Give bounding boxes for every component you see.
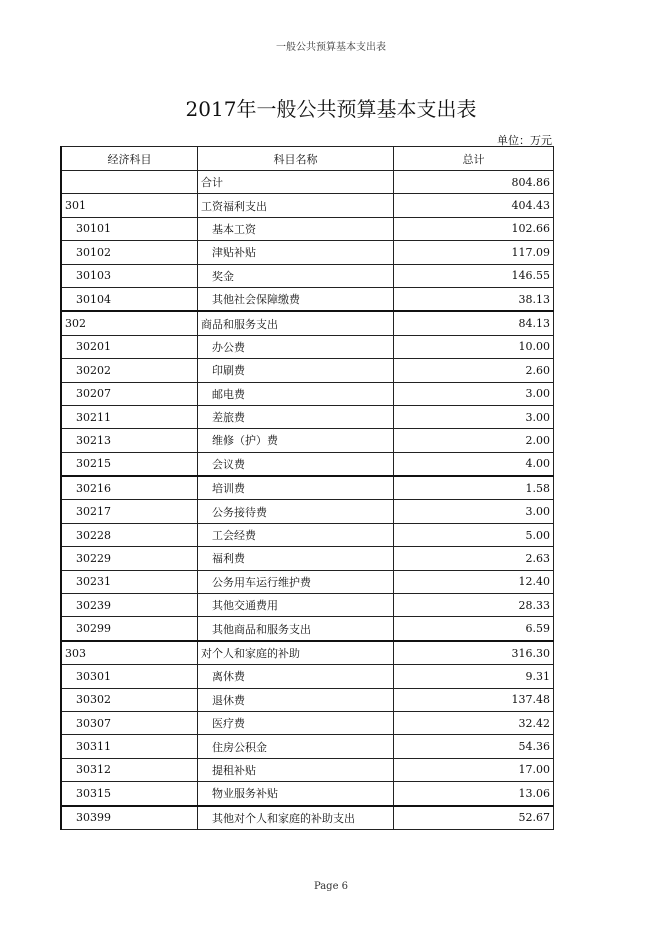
row-name: 住房公积金 xyxy=(198,735,394,758)
row-total: 1.58 xyxy=(394,476,554,500)
row-code: 30103 xyxy=(61,264,198,287)
row-total: 2.60 xyxy=(394,359,554,382)
table-row xyxy=(61,594,554,617)
row-name: 津贴补贴 xyxy=(198,241,394,264)
unit-label: 单位：万元 xyxy=(497,134,552,147)
table-row xyxy=(61,194,554,217)
column-header-code: 经济科目 xyxy=(61,147,198,171)
row-code: 30307 xyxy=(61,711,198,734)
row-name: 其他交通费用 xyxy=(198,594,394,617)
row-total: 6.59 xyxy=(394,617,554,641)
budget-table xyxy=(60,146,554,830)
table-row xyxy=(61,217,554,240)
table-header-row xyxy=(61,147,554,171)
row-name: 会议费 xyxy=(198,452,394,476)
row-code: 30299 xyxy=(61,617,198,641)
row-name: 其他商品和服务支出 xyxy=(198,617,394,641)
row-name: 对个人和家庭的补助 xyxy=(198,641,394,665)
row-code: 30231 xyxy=(61,570,198,593)
row-code: 30207 xyxy=(61,382,198,405)
row-name: 印刷费 xyxy=(198,359,394,382)
column-header-name: 科目名称 xyxy=(198,147,394,171)
row-code: 30312 xyxy=(61,758,198,781)
row-code: 30202 xyxy=(61,359,198,382)
row-total: 52.67 xyxy=(394,806,554,830)
table-row xyxy=(61,311,554,335)
table-row xyxy=(61,241,554,264)
table-row xyxy=(61,617,554,641)
row-total: 404.43 xyxy=(394,194,554,217)
row-total: 13.06 xyxy=(394,782,554,806)
row-code: 30239 xyxy=(61,594,198,617)
row-name: 培训费 xyxy=(198,476,394,500)
row-total: 137.48 xyxy=(394,688,554,711)
row-total: 9.31 xyxy=(394,665,554,688)
table-row xyxy=(61,171,554,194)
row-name: 商品和服务支出 xyxy=(198,311,394,335)
row-name: 其他社会保障缴费 xyxy=(198,287,394,311)
row-total: 5.00 xyxy=(394,523,554,546)
row-code: 30315 xyxy=(61,782,198,806)
table-row xyxy=(61,429,554,452)
table-row xyxy=(61,570,554,593)
row-total: 2.63 xyxy=(394,547,554,570)
row-total: 3.00 xyxy=(394,382,554,405)
row-total: 804.86 xyxy=(394,171,554,194)
row-name: 公务接待费 xyxy=(198,500,394,523)
row-code: 30399 xyxy=(61,806,198,830)
table-row xyxy=(61,476,554,500)
row-total: 54.36 xyxy=(394,735,554,758)
table-row xyxy=(61,287,554,311)
row-code: 30213 xyxy=(61,429,198,452)
table-row xyxy=(61,405,554,428)
page-number: Page 6 xyxy=(313,881,349,892)
row-name: 基本工资 xyxy=(198,217,394,240)
column-header-total: 总计 xyxy=(394,147,554,171)
table-row xyxy=(61,359,554,382)
row-total: 316.30 xyxy=(394,641,554,665)
row-code: 30215 xyxy=(61,452,198,476)
table-row xyxy=(61,523,554,546)
row-name: 退休费 xyxy=(198,688,394,711)
row-code: 30101 xyxy=(61,217,198,240)
table-row xyxy=(61,665,554,688)
table-row xyxy=(61,806,554,830)
row-name: 离休费 xyxy=(198,665,394,688)
table-row xyxy=(61,547,554,570)
row-total: 38.13 xyxy=(394,287,554,311)
row-name: 福利费 xyxy=(198,547,394,570)
row-total: 102.66 xyxy=(394,217,554,240)
row-code: 30301 xyxy=(61,665,198,688)
row-name: 差旅费 xyxy=(198,405,394,428)
table-row xyxy=(61,335,554,358)
row-name: 工会经费 xyxy=(198,523,394,546)
page-title: 2017年一般公共预算基本支出表 xyxy=(185,97,477,121)
table-row xyxy=(61,452,554,476)
row-code: 301 xyxy=(61,194,198,217)
table-row xyxy=(61,382,554,405)
row-code: 30228 xyxy=(61,523,198,546)
row-code: 30102 xyxy=(61,241,198,264)
row-code: 30201 xyxy=(61,335,198,358)
row-code: 30216 xyxy=(61,476,198,500)
row-total: 2.00 xyxy=(394,429,554,452)
row-name: 奖金 xyxy=(198,264,394,287)
page-header: 一般公共预算基本支出表 xyxy=(276,42,386,53)
row-code: 30311 xyxy=(61,735,198,758)
row-code: 303 xyxy=(61,641,198,665)
row-code: 302 xyxy=(61,311,198,335)
row-total: 84.13 xyxy=(394,311,554,335)
row-total: 4.00 xyxy=(394,452,554,476)
row-name: 办公费 xyxy=(198,335,394,358)
row-total: 17.00 xyxy=(394,758,554,781)
row-total: 12.40 xyxy=(394,570,554,593)
row-code: 30104 xyxy=(61,287,198,311)
table-row xyxy=(61,641,554,665)
row-name: 物业服务补贴 xyxy=(198,782,394,806)
row-code: 30302 xyxy=(61,688,198,711)
row-name: 维修（护）费 xyxy=(198,429,394,452)
row-name: 其他对个人和家庭的补助支出 xyxy=(198,806,394,830)
row-total: 28.33 xyxy=(394,594,554,617)
row-code: 30211 xyxy=(61,405,198,428)
row-total: 3.00 xyxy=(394,405,554,428)
row-name: 公务用车运行维护费 xyxy=(198,570,394,593)
row-name: 邮电费 xyxy=(198,382,394,405)
table-row xyxy=(61,500,554,523)
row-total: 146.55 xyxy=(394,264,554,287)
table-row xyxy=(61,758,554,781)
row-name: 工资福利支出 xyxy=(198,194,394,217)
table-row xyxy=(61,735,554,758)
row-total: 3.00 xyxy=(394,500,554,523)
row-total: 32.42 xyxy=(394,711,554,734)
row-name: 医疗费 xyxy=(198,711,394,734)
row-code xyxy=(61,171,198,194)
row-name: 提租补贴 xyxy=(198,758,394,781)
row-code: 30229 xyxy=(61,547,198,570)
row-name: 合计 xyxy=(198,171,394,194)
table-row xyxy=(61,782,554,806)
table-row xyxy=(61,711,554,734)
row-total: 10.00 xyxy=(394,335,554,358)
row-code: 30217 xyxy=(61,500,198,523)
table-row xyxy=(61,688,554,711)
table-row xyxy=(61,264,554,287)
row-total: 117.09 xyxy=(394,241,554,264)
